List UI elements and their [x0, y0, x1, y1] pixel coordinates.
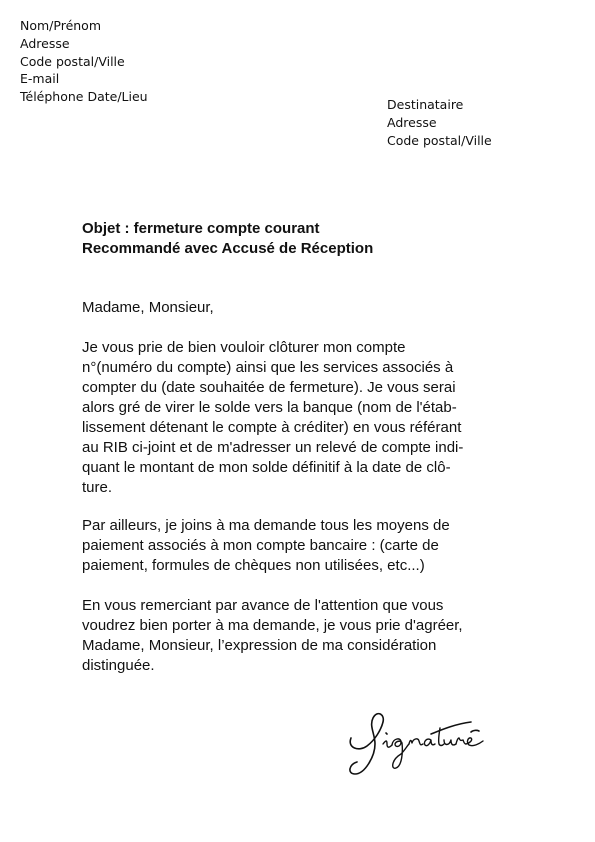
- recipient-postal-city: Code postal/Ville: [387, 132, 492, 148]
- paragraph-closure-request: [82, 338, 463, 498]
- sender-phone-date-place: Téléphone Date/Lieu: [20, 89, 148, 105]
- subject-line: Objet : fermeture compte courant: [82, 220, 320, 237]
- paragraph-line: Par ailleurs, je joins à ma demande tous les moyens de: [82, 517, 450, 534]
- sender-name: Nom/Prénom: [20, 18, 102, 33]
- paragraph-line: distinguée.: [82, 657, 155, 674]
- paragraph-line: n°(numéro du compte) ainsi que les services associés à: [82, 359, 454, 376]
- paragraph-line: Madame, Monsieur, l’expression de ma considération: [82, 637, 437, 654]
- paragraph-payment-means: [82, 516, 450, 576]
- recipient-name: Destinataire: [387, 97, 464, 112]
- paragraph-line: ture.: [82, 479, 113, 496]
- paragraph-line: voudrez bien porter à ma demande, je vous prie d'agréer,: [82, 617, 463, 634]
- paragraph-line: Je vous prie de bien vouloir clôturer mon compte: [82, 339, 406, 356]
- paragraph-line: au RIB ci-joint et de m'adresser un relevé de compte indi-: [82, 439, 464, 456]
- paragraph-line: alors gré de virer le solde vers la banque (nom de l'étab-: [82, 399, 457, 416]
- paragraph-closing: [82, 596, 463, 676]
- sender-address: Adresse: [20, 35, 70, 51]
- signature-strokes: [350, 714, 483, 774]
- paragraph-line: quant le montant de mon solde définitif à la date de clô-: [82, 459, 451, 476]
- subject-block: [82, 219, 373, 259]
- recipient-block: [387, 96, 492, 149]
- paragraph-line: En vous remerciant par avance de l'attention que vous: [82, 597, 444, 614]
- recipient-address: Adresse: [387, 114, 437, 130]
- paragraph-line: paiement, formules de chèques non utilisées, etc...): [82, 557, 425, 574]
- registered-mail-line: Recommandé avec Accusé de Réception: [82, 240, 374, 257]
- salutation: Madame, Monsieur,: [82, 299, 214, 316]
- sender-postal-city: Code postal/Ville: [20, 53, 125, 69]
- paragraph-line: compter du (date souhaitée de fermeture). Je vous serai: [82, 379, 456, 396]
- handwritten-signature: [345, 700, 505, 780]
- sender-email: E-mail: [20, 71, 60, 87]
- sender-block: [20, 17, 148, 106]
- paragraph-line: lissement détenant le compte à créditer) en vous référant: [82, 419, 462, 436]
- paragraph-line: paiement associés à mon compte bancaire : (carte de: [82, 537, 439, 554]
